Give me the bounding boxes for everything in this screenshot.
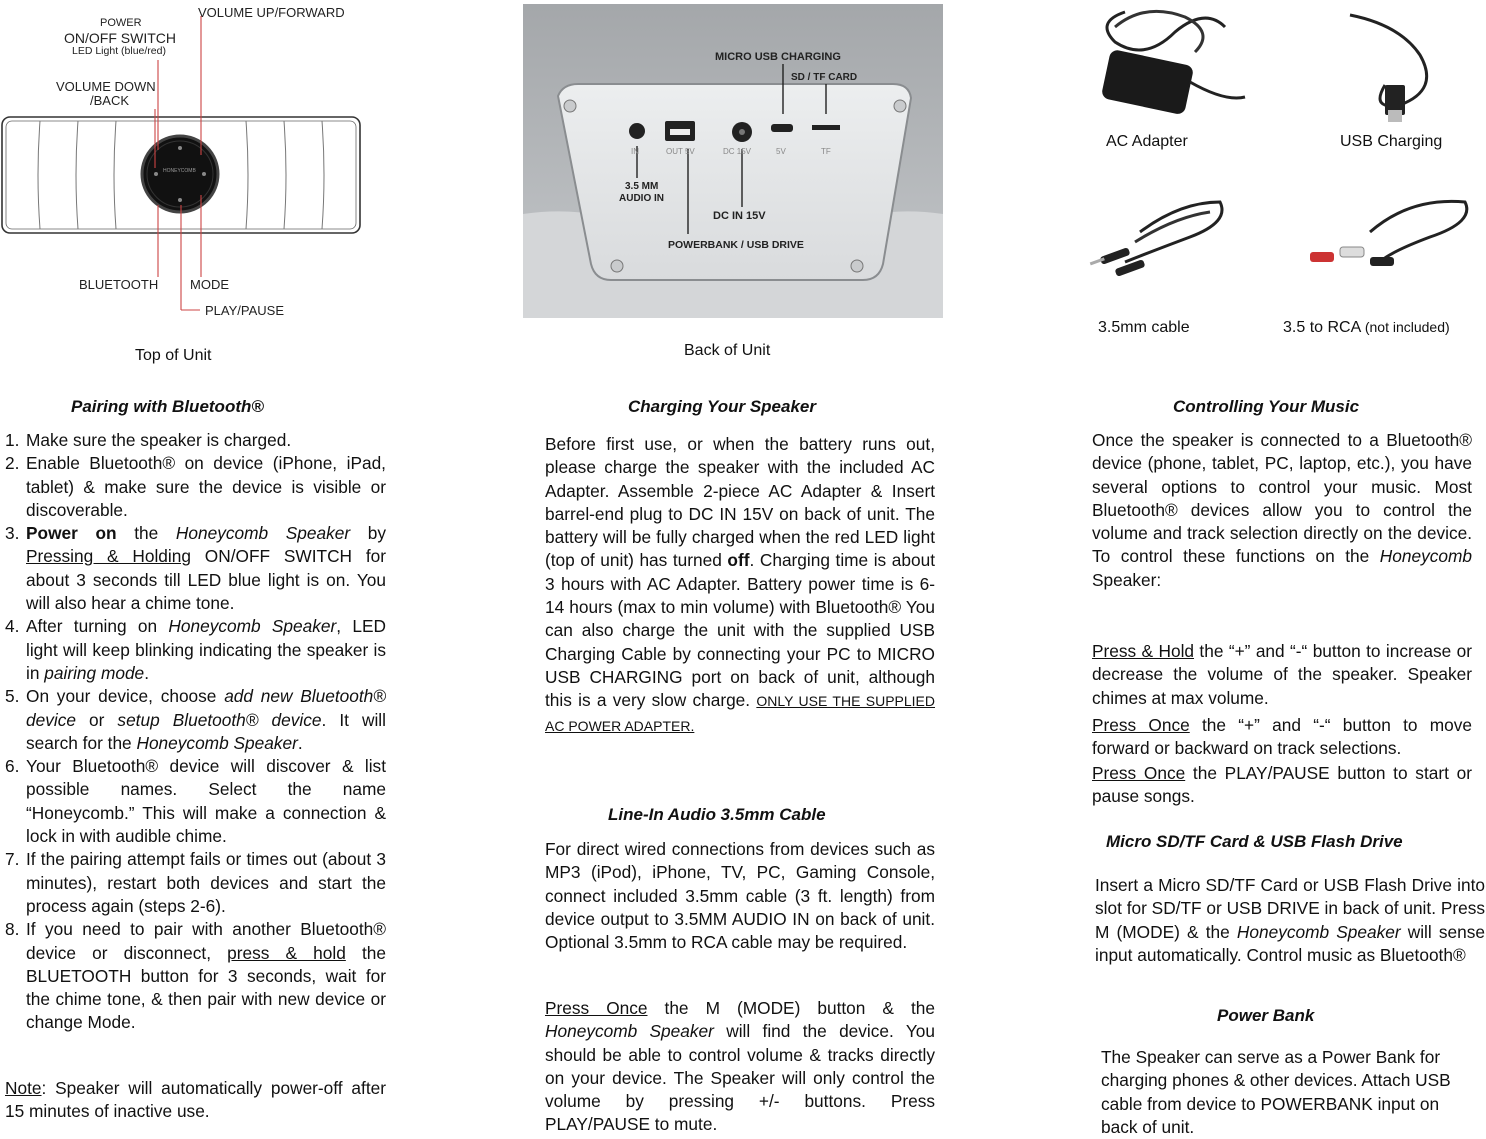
microsd-title: Micro SD/TF Card & USB Flash Drive: [1106, 832, 1403, 851]
accessory-usb-cable-image: [1330, 5, 1460, 125]
port-label-dc: DC 15V: [723, 147, 752, 156]
step-number: 6.: [5, 756, 20, 777]
step-text: the BLUETOOTH button for 3 seconds, wait for the chime tone, & then pair with new device or change Mode.: [26, 942, 386, 1033]
step-text: If you need to pair with another Bluetooth® device or disconnect,: [26, 919, 386, 963]
controlling-paragraph-4: [1092, 762, 1472, 809]
tf-slot: [812, 125, 840, 130]
linein-text: Press Once: [545, 998, 648, 1018]
label-audio-in-2: AUDIO IN: [619, 193, 664, 204]
step-text: add new Bluetooth® device: [26, 686, 386, 730]
label-volume-down-back: /BACK: [90, 93, 130, 108]
charging-text: Before first use, or when the battery runs out, please charge the speaker with the included AC Adapter. Assemble 2-piece AC Adapter & Insert barrel-end plug to DC IN 15V on back of unit. The battery will be fully charged when the red LED light (top of unit) has turned: [545, 434, 935, 571]
label-35mm-cable: 3.5mm cable: [1098, 319, 1190, 336]
accessory-ac-adapter-image: [1085, 2, 1260, 122]
step-text: Power on: [26, 523, 117, 544]
list-item: [5, 452, 386, 522]
step-text: .: [144, 662, 149, 683]
top-of-unit-figure: [0, 0, 370, 370]
step-text: On your device, choose: [26, 686, 225, 707]
list-item: [5, 429, 386, 452]
accessory-rca-cable-image: [1300, 192, 1475, 302]
microsd-paragraph: [1095, 874, 1485, 967]
label-bluetooth: BLUETOOTH: [79, 277, 159, 292]
controlling-paragraph-2: [1092, 640, 1472, 710]
label-audio-in-1: 3.5 MM: [625, 181, 659, 192]
accessory-35mm-cable-image: [1080, 192, 1230, 302]
top-of-unit-drawing: [0, 0, 370, 330]
label-micro-usb-charging: MICRO USB CHARGING: [715, 51, 841, 63]
charging-text: . Charging time is about 3 hours with AC Adapter. Battery power time is 6-14 hours (max to min volume) with Bluetooth® You can also charge the unit with the supplied USB Charging Cable by connecting your PC to MICRO USB CHARGING port on back of unit, although this is a very slow charge.: [545, 550, 935, 711]
controlling-text: the “+” and “-“ button to move forward or backward on track selections.: [1092, 715, 1472, 759]
controlling-text: the “+” and “-“ button to increase or decrease the volume of the speaker. Speaker chimes at max volume.: [1092, 641, 1472, 708]
step-text: , LED light will keep blinking indicating the speaker is in: [26, 616, 386, 683]
step-text: . It will search for the: [26, 709, 386, 753]
controlling-paragraph-3: [1092, 714, 1472, 761]
step-number: 1.: [5, 430, 20, 450]
step-number: 2.: [5, 453, 20, 474]
step-text: ON/OFF SWITCH for about 3 seconds till LED blue light is on. You will also hear a chime tone.: [26, 546, 386, 614]
step-number: 5.: [5, 686, 20, 707]
label-rca: [1283, 319, 1450, 337]
list-item: [5, 755, 386, 848]
step-text: Honeycomb Speaker: [168, 616, 337, 637]
controlling-text: Press Once: [1092, 715, 1190, 735]
label-mode: MODE: [190, 277, 229, 292]
controlling-paragraph-1: [1092, 429, 1472, 592]
powerbank-title: Power Bank: [1217, 1006, 1315, 1025]
step-text: If the pairing attempt fails or times out (about 3 minutes), restart both devices and start the process again (steps 2-6).: [26, 849, 386, 916]
pairing-steps: [5, 429, 386, 1035]
linein-text: the M (MODE) button & the: [647, 998, 935, 1018]
step-number: 8.: [5, 919, 20, 940]
micro-usb-port: [771, 124, 793, 132]
list-item: [5, 848, 386, 918]
label-volume-up: VOLUME UP/FORWARD: [198, 5, 345, 20]
note-label: Note: [5, 1078, 42, 1098]
step-text: After turning on: [26, 616, 169, 637]
label-usb-charging: USB Charging: [1340, 133, 1443, 150]
linein-text: will find the device. You should be able to control volume & tracks directly on your device. The Speaker will only control the volume by pressing +/- buttons. Press PLAY/PAUSE to mute.: [545, 1021, 935, 1135]
step-text: or: [75, 709, 118, 730]
linein-paragraph-1: For direct wired connections from devices such as MP3 (iPod), iPhone, TV, PC, Gaming Console, connect included 3.5mm cable (3 ft. length) from device output to 3.5MM AUDIO IN on back of unit. Optional 3.5mm to RCA cable may be required.: [545, 839, 935, 953]
step-number: 3.: [5, 523, 20, 544]
step-text: setup Bluetooth® device: [117, 709, 322, 730]
label-led-light: LED Light (blue/red): [72, 45, 166, 57]
step-text: Honeycomb Speaker: [136, 732, 298, 753]
step-text: .: [297, 732, 303, 753]
linein-title: Line-In Audio 3.5mm Cable: [608, 805, 826, 824]
dial-brand: HONEYCOMB: [163, 168, 196, 174]
charging-warning: ONLY USE THE SUPPLIED AC POWER ADAPTER.: [545, 693, 935, 734]
port-label-5v: 5V: [776, 147, 786, 156]
label-on-off-switch: ON/OFF SWITCH: [64, 30, 176, 46]
list-item: [5, 685, 386, 755]
microsd-text: Honeycomb Speaker: [1236, 921, 1401, 942]
powerbank-paragraph: The Speaker can serve as a Power Bank for charging phones & other devices. Attach USB cable from device to POWERBANK input on back of unit.: [1101, 1047, 1451, 1137]
linein-paragraph-2: [545, 997, 935, 1137]
label-ac-adapter: AC Adapter: [1106, 133, 1188, 150]
step-text: press & hold: [227, 942, 346, 963]
step-text: Enable Bluetooth® on device (iPhone, iPad, tablet) & make sure the device is visible or discoverable.: [26, 453, 386, 520]
controlling-text: Press Once: [1092, 763, 1186, 783]
step-number: 4.: [5, 616, 20, 637]
charging-paragraph: [545, 433, 935, 738]
pairing-note: [5, 1077, 386, 1124]
port-label-in: IN: [631, 147, 639, 156]
list-item: [5, 522, 386, 615]
controlling-text: Press & Hold: [1092, 641, 1195, 661]
port-label-out: OUT 5V: [666, 147, 695, 156]
step-text: by: [350, 523, 386, 544]
label-power: POWER: [100, 17, 142, 29]
step-text: Your Bluetooth® device will discover & list possible names. Select the name “Honeycomb.” This will make a connection & lock in with audible chime.: [26, 756, 386, 847]
rca-name: 3.5 to RCA: [1283, 319, 1361, 336]
label-sd-tf-card: SD / TF CARD: [791, 72, 858, 83]
microsd-text: will sense input automatically. Control music as Bluetooth®: [1095, 921, 1485, 965]
audio-in-port: [629, 123, 645, 139]
pairing-title: Pairing with Bluetooth®: [71, 397, 264, 416]
port-label-tf: TF: [821, 147, 831, 156]
step-text: pairing mode: [44, 662, 145, 683]
step-text: Pressing & Holding: [26, 546, 191, 567]
charging-text-off: off: [727, 550, 750, 571]
controlling-text: Speaker:: [1092, 569, 1162, 590]
linein-text: Honeycomb Speaker: [545, 1021, 714, 1042]
back-of-unit-photo: [523, 4, 943, 318]
caption-back-of-unit: Back of Unit: [684, 342, 771, 359]
step-text: the: [116, 523, 176, 544]
step-text: Honeycomb Speaker: [175, 523, 351, 544]
label-powerbank: POWERBANK / USB DRIVE: [668, 239, 804, 251]
list-item: [5, 918, 386, 1034]
list-item: [5, 615, 386, 685]
label-dc-in: DC IN 15V: [713, 210, 766, 222]
step-text: Make sure the speaker is charged.: [26, 430, 292, 450]
caption-top-of-unit: Top of Unit: [135, 347, 212, 364]
charging-title: Charging Your Speaker: [628, 397, 816, 416]
controlling-text: Once the speaker is connected to a Bluetooth® device (phone, tablet, PC, laptop, etc.), you have several options to control your music. Most Bluetooth® devices allow you to control the volume and track selection directly on the device. To control these functions on the: [1092, 430, 1472, 567]
controlling-text: the PLAY/PAUSE button to start or pause songs.: [1092, 763, 1472, 807]
rca-note: (not included): [1364, 319, 1450, 335]
step-number: 7.: [5, 849, 20, 870]
label-play-pause: PLAY/PAUSE: [205, 303, 284, 318]
microsd-text: Insert a Micro SD/TF Card or USB Flash Drive into slot for SD/TF or USB DRIVE in back of unit. Press M (MODE) & the: [1095, 875, 1485, 942]
controlling-text: Honeycomb: [1379, 546, 1472, 567]
controlling-title: Controlling Your Music: [1173, 397, 1360, 416]
label-volume-down: VOLUME DOWN: [56, 79, 156, 94]
note-text: : Speaker will automatically power-off after 15 minutes of inactive use.: [5, 1078, 386, 1122]
